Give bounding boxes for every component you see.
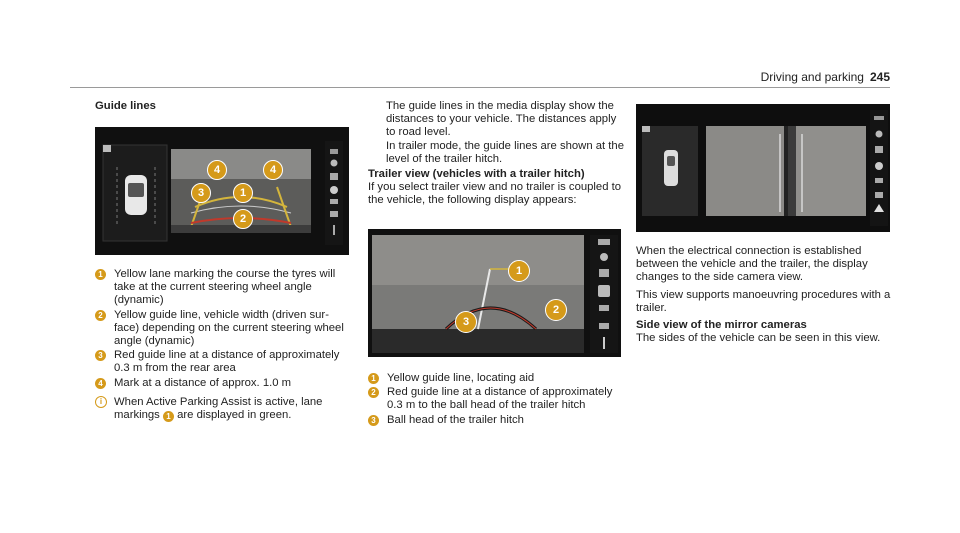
manoeuvring-paragraph: This view supports manoeuvring procedures with a trailer. [636,288,891,314]
page-number: 245 [869,70,890,84]
callout-badge: 1 [368,373,379,384]
side-view-heading: Side view of the mirror cameras [636,319,807,332]
side-view-body: The sides of the vehicle can be seen in this view. [636,332,881,345]
list-item-text: Red guide line at a distance of approximately 0.3 m from the rear area [114,349,340,375]
side-camera-figure [636,104,890,232]
callout-badge: 3 [95,350,106,361]
list-item [95,377,353,390]
info-icon: i [95,396,107,408]
list-item [368,372,630,385]
column-2 [368,100,628,208]
trailer-view-body: If you select trailer view and no trailer is coupled to the vehicle, the following display appears: [368,181,622,207]
callout-badge: 2 [95,310,106,321]
callout-badge: 3 [368,415,379,426]
list-item [95,349,353,375]
guide-lines-figure [95,127,349,255]
callout-badge: 4 [95,378,106,389]
list-item-text: Mark at a distance of approx. 1.0 m [114,376,292,389]
callout-badge: 2 [368,387,379,398]
list-item-text: Yellow guide line, vehicle width (driven sur-face) depending on the current steering wheel angle (dynamic) [114,308,344,348]
figure1-callout-2: 2 [233,209,253,229]
figure2-callout-2: 2 [545,299,567,321]
list-item-text: Red guide line at a distance of approximately 0.3 m to the ball head of the trailer hitch [387,386,613,412]
list-item-text: Ball head of the trailer hitch [387,413,524,426]
list-item [368,414,630,427]
note-text-end: are displayed in green. [177,409,292,422]
intro-paragraph: The guide lines in the media display show the distances to your vehicle. The distances apply to road level. [386,100,617,139]
trailer-view-figure [368,229,621,357]
figure1-callout-4b: 4 [263,160,283,180]
callout-badge: 1 [95,269,106,280]
header-rule [70,87,890,88]
list-item [95,309,353,349]
figure2-callout-3: 3 [455,311,477,333]
figure1-callout-1: 1 [233,183,253,203]
list-item-text: Yellow guide line, locating aid [387,372,535,384]
list-item [95,268,353,308]
section-title: Driving and parking [760,70,864,84]
note-text: When Active Parking Assist is active, lane markings [114,395,323,422]
inline-callout-badge: 1 [163,411,174,422]
info-note [95,396,353,422]
column-2-list [368,372,630,427]
figure1-callout-4a: 4 [207,160,227,180]
column-1-list [95,268,353,422]
list-item-text: Yellow lane marking the course the tyres will take at the current steering wheel angle (dynamic) [114,268,336,307]
column-1 [95,100,350,113]
guide-lines-heading: Guide lines [95,100,156,112]
connection-paragraph: When the electrical connection is established between the vehicle and the trailer, the display changes to the side camera view. [636,245,868,284]
figure2-callout-1: 1 [508,260,530,282]
running-header [761,70,890,84]
trailer-mode-paragraph: In trailer mode, the guide lines are shown at the level of the trailer hitch. [386,139,625,165]
trailer-view-heading: Trailer view (vehicles with a trailer hitch) [368,168,585,181]
list-item [368,386,630,412]
figure1-callout-3: 3 [191,183,211,203]
column-3 [636,245,898,345]
